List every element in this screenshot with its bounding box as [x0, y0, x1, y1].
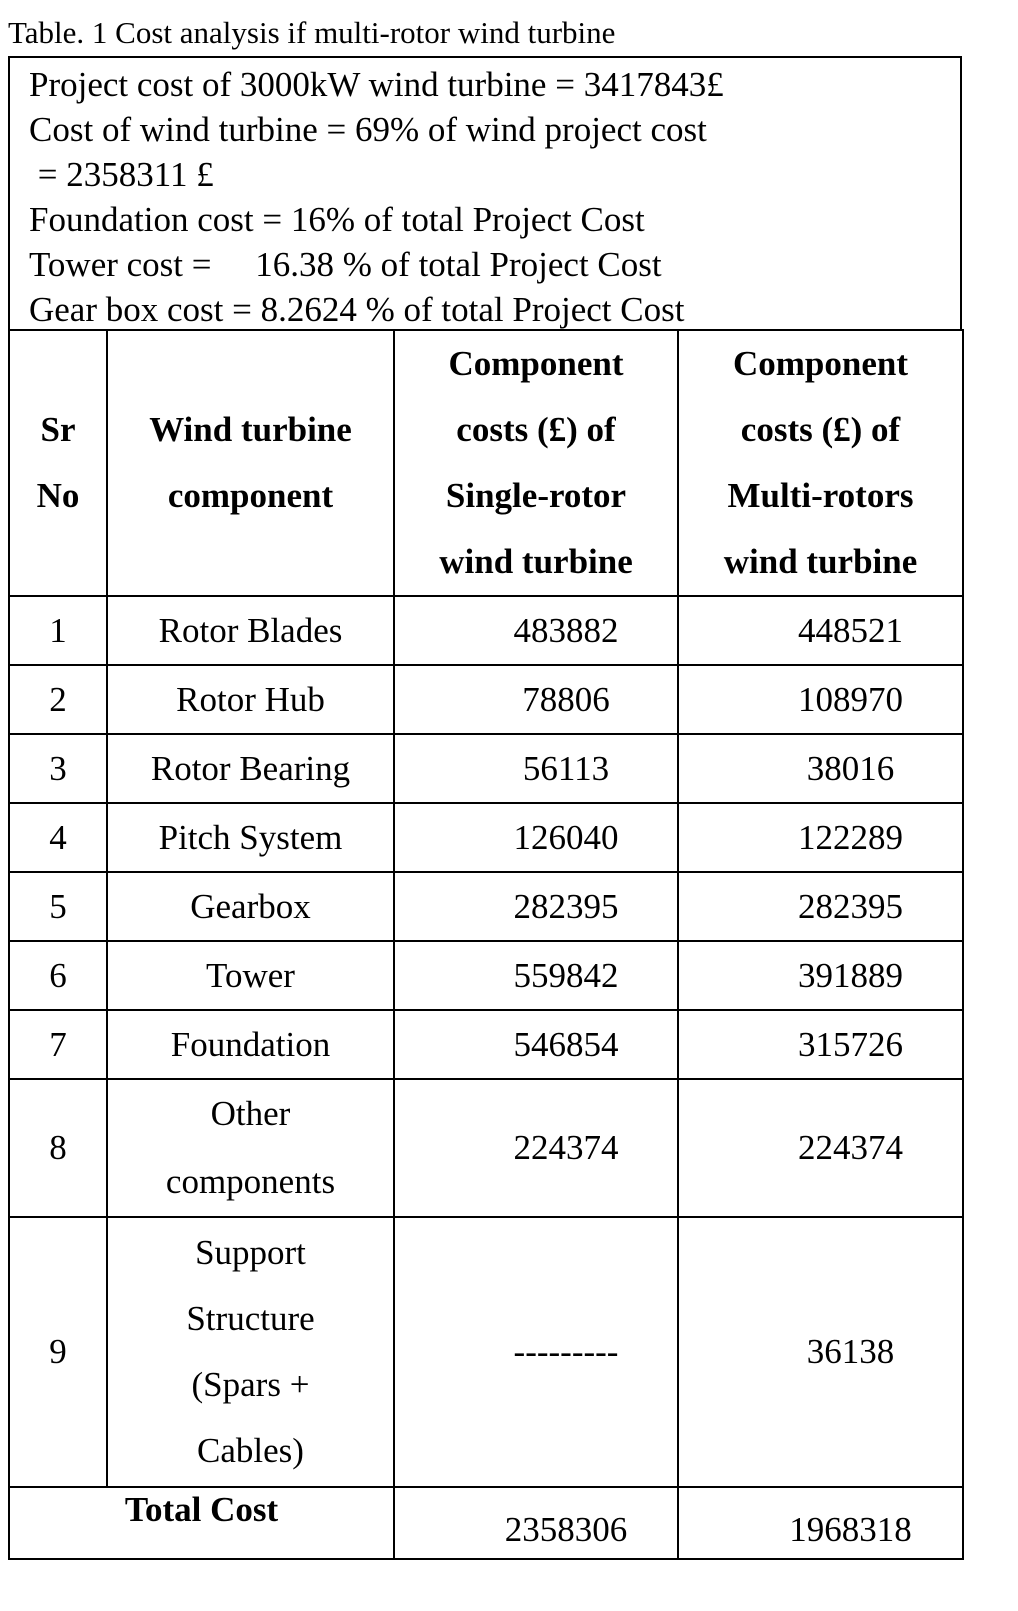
cell-single-cost: 559842: [394, 941, 678, 1010]
info-tower-cost: Tower cost = 16.38 % of total Project Cost: [29, 245, 662, 284]
cell-single-cost: 546854: [394, 1010, 678, 1079]
cell-single-cost: ---------: [394, 1217, 678, 1487]
cell-single-cost: 56113: [394, 734, 678, 803]
table-row: [9, 1010, 963, 1079]
cell-single-cost: 224374: [394, 1079, 678, 1217]
cell-multi-cost: 36138: [678, 1217, 963, 1487]
cell-sr: 3: [9, 734, 107, 803]
table-caption: Table. 1 Cost analysis if multi-rotor wind turbine: [8, 15, 616, 50]
header-single-line-3: Single-rotor: [445, 476, 627, 515]
cell-component: Pitch System: [107, 803, 394, 872]
table-row: [9, 941, 963, 1010]
header-single-line-1: Component: [448, 344, 624, 383]
info-gearbox-cost: Gear box cost = 8.2624 % of total Project Cost: [29, 290, 685, 329]
cell-multi-cost: 38016: [678, 734, 963, 803]
cell-component: Rotor Hub: [107, 665, 394, 734]
component-line-4: Cables): [197, 1431, 304, 1470]
table-row: [9, 1217, 963, 1487]
cell-sr: 8: [9, 1079, 107, 1217]
cell-component: Gearbox: [107, 872, 394, 941]
cell-single-cost: 78806: [394, 665, 678, 734]
info-project-cost: Project cost of 3000kW wind turbine = 3417843£: [29, 65, 724, 104]
cell-component: Foundation: [107, 1010, 394, 1079]
component-line-1: Support: [195, 1233, 306, 1272]
cell-component: [107, 1079, 394, 1217]
cell-component: [107, 1217, 394, 1487]
total-label: Total Cost: [9, 1487, 394, 1559]
header-multi-line-2: costs (£) of: [740, 410, 901, 449]
project-cost-summary: [8, 56, 962, 329]
table-row: [9, 872, 963, 941]
table-row: [9, 665, 963, 734]
table-row: [9, 596, 963, 665]
header-multi-rotor: [678, 330, 963, 596]
header-multi-line-4: wind turbine: [723, 542, 918, 581]
table-row: [9, 803, 963, 872]
component-line-3: (Spars +: [191, 1365, 310, 1404]
component-line-1: Other: [210, 1094, 291, 1133]
header-multi-line-1: Component: [732, 344, 909, 383]
cell-sr: 4: [9, 803, 107, 872]
total-row: [9, 1487, 963, 1559]
cell-multi-cost: 224374: [678, 1079, 963, 1217]
cell-single-cost: 126040: [394, 803, 678, 872]
cell-multi-cost: 391889: [678, 941, 963, 1010]
table-header-row: [9, 330, 963, 596]
cell-single-cost: 483882: [394, 596, 678, 665]
cell-multi-cost: 448521: [678, 596, 963, 665]
cell-sr: 5: [9, 872, 107, 941]
info-turbine-cost: Cost of wind turbine = 69% of wind project cost: [29, 110, 707, 149]
cell-multi-cost: 108970: [678, 665, 963, 734]
total-multi-cost: 1968318: [678, 1487, 963, 1559]
header-single-line-2: costs (£) of: [456, 410, 616, 449]
cell-sr: 1: [9, 596, 107, 665]
cell-sr: 7: [9, 1010, 107, 1079]
total-single-cost: 2358306: [394, 1487, 678, 1559]
cell-component: Tower: [107, 941, 394, 1010]
cell-sr: 2: [9, 665, 107, 734]
header-component-line-1: Wind turbine: [149, 410, 352, 449]
header-sr-line: Sr: [40, 410, 76, 449]
header-component-line-2: component: [167, 476, 334, 515]
component-line-2: Structure: [186, 1299, 315, 1338]
cell-sr: 6: [9, 941, 107, 1010]
cell-component: Rotor Bearing: [107, 734, 394, 803]
cost-table: [8, 329, 964, 1560]
cell-multi-cost: 122289: [678, 803, 963, 872]
cell-multi-cost: 282395: [678, 872, 963, 941]
info-turbine-cost-value: = 2358311 £: [29, 155, 214, 194]
component-line-2: components: [165, 1162, 336, 1201]
info-foundation-cost: Foundation cost = 16% of total Project Cost: [29, 200, 645, 239]
header-single-rotor: [394, 330, 678, 596]
header-component: [107, 330, 394, 596]
cell-multi-cost: 315726: [678, 1010, 963, 1079]
header-sr-no: [9, 330, 107, 596]
table-row: [9, 734, 963, 803]
header-no-line: No: [36, 476, 80, 515]
cell-single-cost: 282395: [394, 872, 678, 941]
cell-sr: 9: [9, 1217, 107, 1487]
header-single-line-4: wind turbine: [439, 542, 633, 581]
cell-component: Rotor Blades: [107, 596, 394, 665]
table-row: [9, 1079, 963, 1217]
header-multi-line-3: Multi-rotors: [727, 476, 914, 515]
